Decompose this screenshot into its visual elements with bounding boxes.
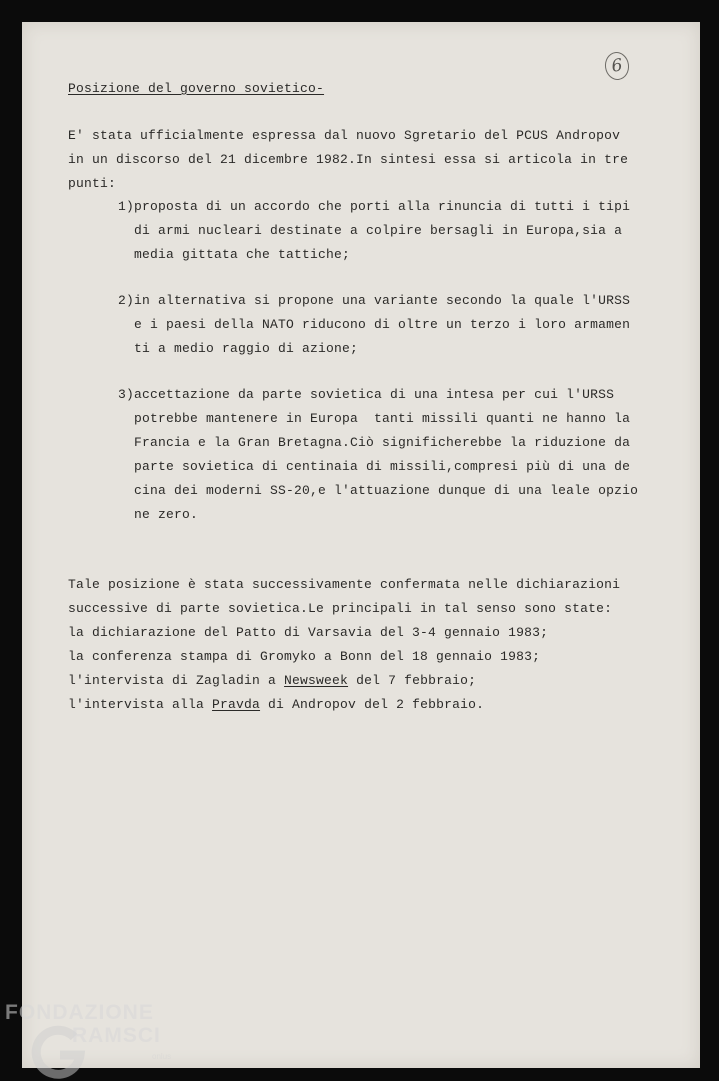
typewritten-page bbox=[22, 22, 700, 1068]
point-3-line: cina dei moderni SS-20,e l'attuazione dunque di una leale opzio bbox=[118, 483, 639, 498]
closing-line: la dichiarazione del Patto di Varsavia del 3-4 gennaio 1983; bbox=[68, 625, 549, 640]
point-3-line: Francia e la Gran Bretagna.Ciò significherebbe la riduzione da bbox=[118, 435, 631, 450]
point-3-line: ne zero. bbox=[118, 507, 199, 522]
publication-name-newsweek: Newsweek bbox=[284, 673, 349, 688]
point-3-line: 3)accettazione da parte sovietica di una intesa per cui l'URSS bbox=[118, 387, 615, 402]
intro-line: E' stata ufficialmente espressa dal nuovo Sgretario del PCUS Andropov bbox=[68, 128, 621, 143]
point-2-line: ti a medio raggio di azione; bbox=[118, 341, 359, 356]
point-2-line: 2)in alternativa si propone una variante secondo la quale l'URSS bbox=[118, 293, 631, 308]
point-3-line: potrebbe mantenere in Europa tanti missili quanti ne hanno la bbox=[118, 411, 631, 426]
point-3-line: parte sovietica di centinaia di missili,compresi più di una de bbox=[118, 459, 631, 474]
point-1-line: di armi nucleari destinate a colpire bersagli in Europa,sia a bbox=[118, 223, 623, 238]
point-2-line: e i paesi della NATO riducono di oltre un terzo i loro armamen bbox=[118, 317, 631, 332]
closing-line: Tale posizione è stata successivamente confermata nelle dichiarazioni bbox=[68, 577, 621, 592]
interview-text: di Andropov del 2 febbraio. bbox=[260, 697, 485, 712]
intro-line: in un discorso del 21 dicembre 1982.In sintesi essa si articola in tre bbox=[68, 152, 629, 167]
watermark-subtitle: onlus bbox=[152, 1052, 172, 1061]
closing-interview-pravda bbox=[68, 697, 484, 713]
watermark-line-2: RAMSCI bbox=[72, 1024, 161, 1047]
point-1-line: 1)proposta di un accordo che porti alla rinuncia di tutti i tipi bbox=[118, 199, 631, 214]
watermark-line-1: FONDAZIONE bbox=[5, 1001, 154, 1024]
closing-interview-newsweek bbox=[68, 673, 476, 689]
fondazione-gramsci-watermark bbox=[5, 1001, 195, 1079]
point-1-line: media gittata che tattiche; bbox=[118, 247, 351, 262]
closing-line: la conferenza stampa di Gromyko a Bonn del 18 gennaio 1983; bbox=[68, 649, 541, 664]
interview-text: del 7 febbraio; bbox=[348, 673, 477, 688]
publication-name-pravda: Pravda bbox=[212, 697, 261, 712]
interview-text: l'intervista di Zagladin a bbox=[68, 673, 285, 688]
intro-line: punti: bbox=[68, 176, 117, 191]
page-number: 6 bbox=[603, 50, 631, 81]
closing-line: successive di parte sovietica.Le principali in tal senso sono state: bbox=[68, 601, 613, 616]
interview-text: l'intervista alla bbox=[68, 697, 213, 712]
page-heading: Posizione del governo sovietico- bbox=[68, 81, 325, 96]
